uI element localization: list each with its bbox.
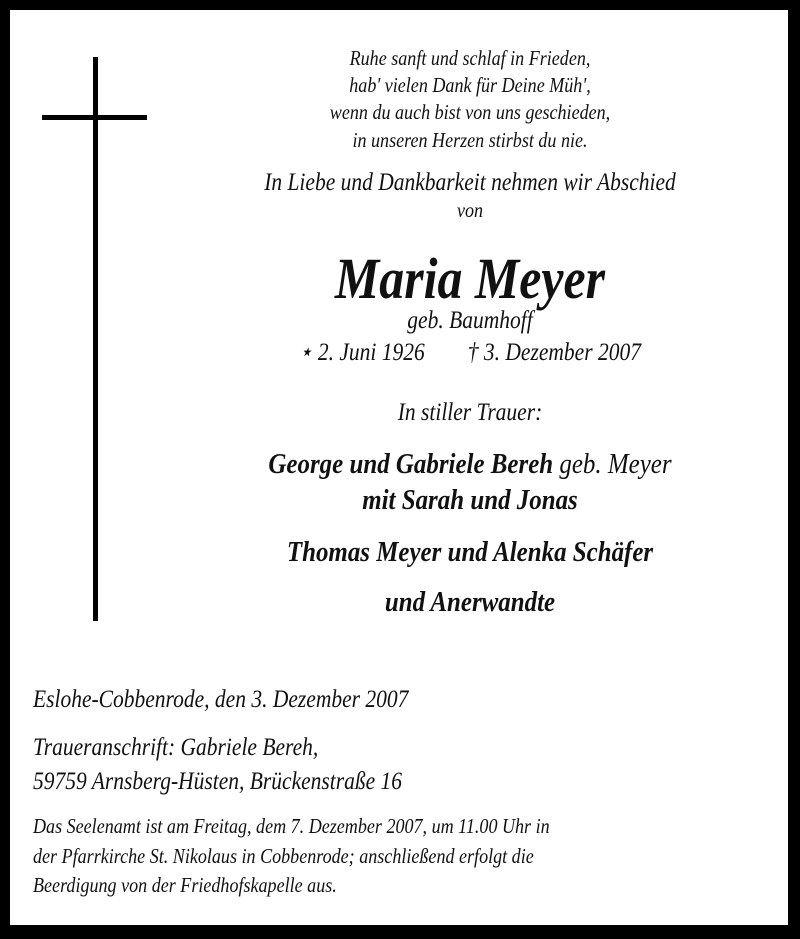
mourner-line: Thomas Meyer und Alenka Schäfer [286,536,654,568]
maiden-name: geb. Baumhoff [407,307,533,334]
mourner-line: und Anerwandte [384,586,556,618]
deceased-name: Maria Meyer [334,246,606,311]
service-line: Das Seelenamt ist am Freitag, dem 7. Dezember 2007, um 11.00 Uhr in [33,814,550,838]
mourning-heading: In stiller Trauer: [397,399,543,426]
poem-line: in unseren Herzen stirbst du nie. [352,128,588,152]
service-line: Beerdigung von der Friedhofskapelle aus. [33,873,337,897]
address-line: 59759 Arnsberg-Hüsten, Brückenstraße 16 [33,768,403,795]
life-dates [221,340,720,365]
mourner-line: mit Sarah und Jonas [362,484,578,516]
address-line: Traueranschrift: Gabriele Bereh, [33,734,319,761]
mourner-maiden-name: geb. Meyer [553,448,672,480]
mourner-names: George und Gabriele Bereh [268,448,554,480]
cross-icon [93,57,98,621]
obituary-notice [10,10,788,925]
mourner-line [221,450,720,479]
poem-line: hab' vielen Dank für Deine Müh', [349,73,591,97]
von-text: von [456,198,484,222]
service-line: der Pfarrkirche St. Nikolaus in Cobbenrode; anschließend erfolgt die [33,844,534,868]
birth-date: ⋆ 2. Juni 1926 [299,339,425,366]
place-date: Eslohe-Cobbenrode, den 3. Dezember 2007 [33,686,409,713]
death-date: † 3. Dezember 2007 [467,339,641,366]
poem-line: Ruhe sanft und schlaf in Frieden, [349,46,591,70]
poem-line: wenn du auch bist von uns geschieden, [329,100,611,124]
cross-icon-bar [42,115,147,120]
farewell-text: In Liebe und Dankbarkeit nehmen wir Abschied [264,169,676,196]
